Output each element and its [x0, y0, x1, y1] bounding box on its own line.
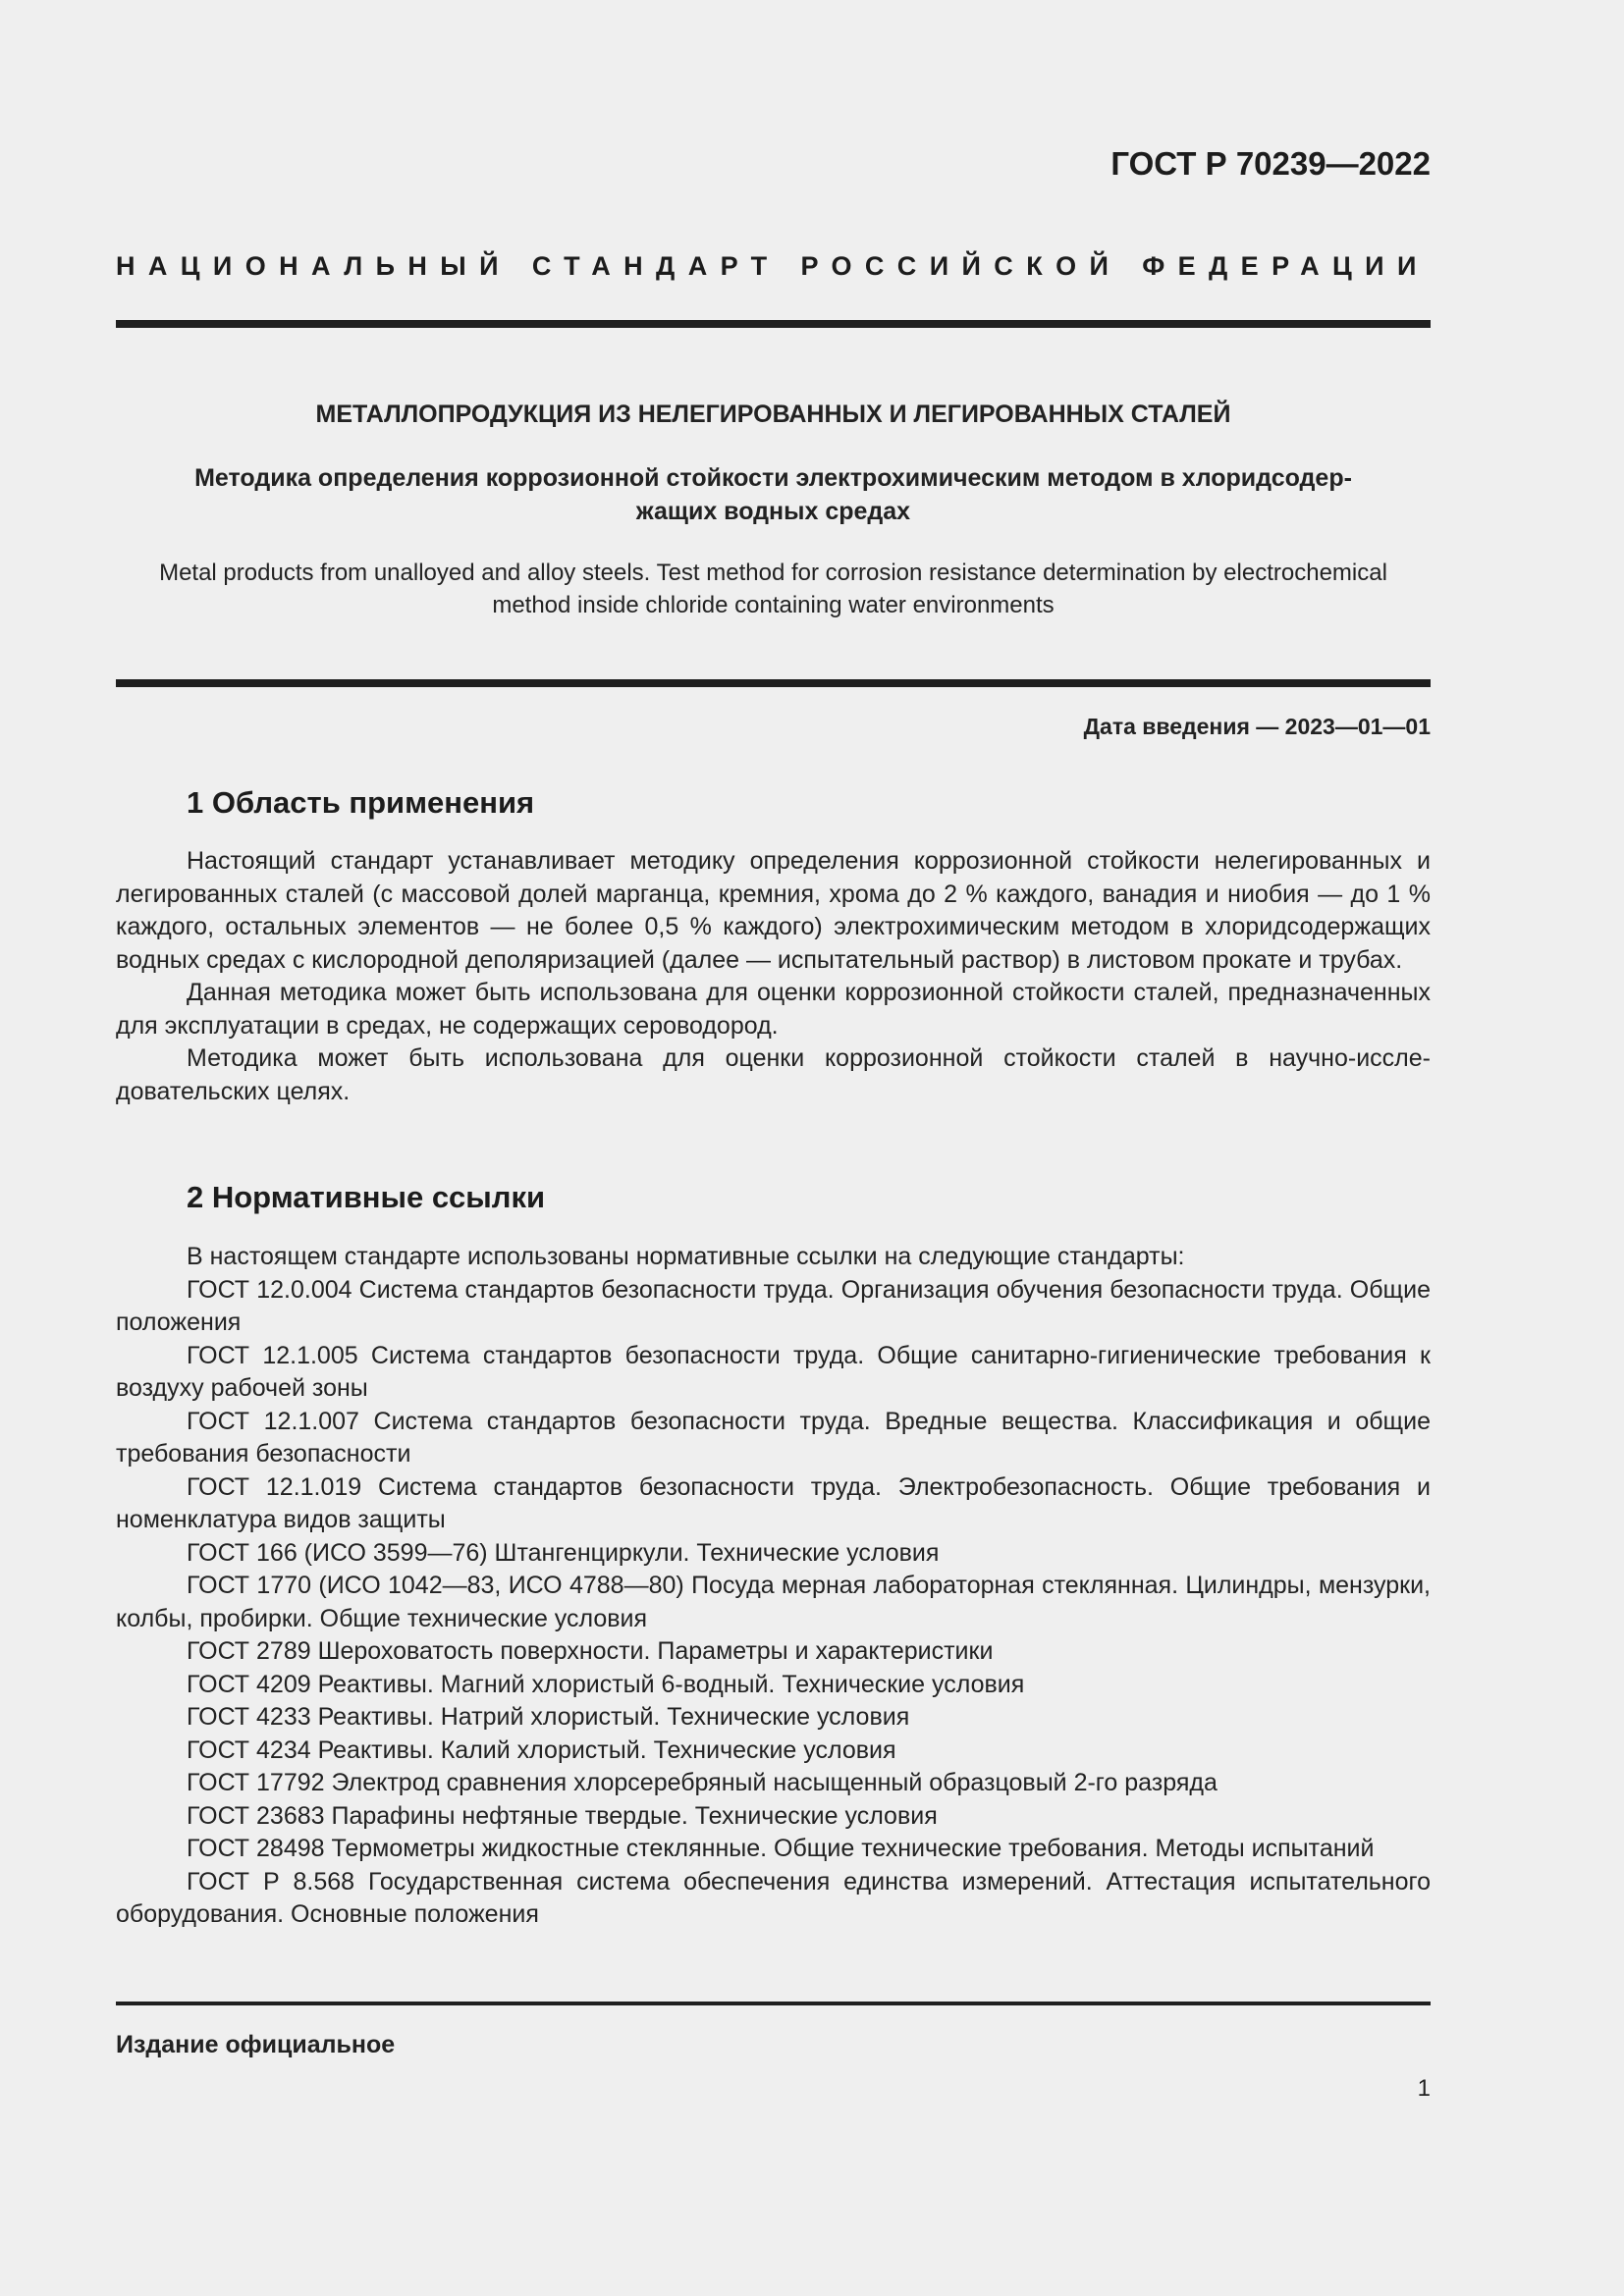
section-1-body [116, 845, 1431, 1108]
section-2-heading: 2 Нормативные ссылки [187, 1180, 546, 1214]
reference-item: ГОСТ 28498 Термометры жидкостные стеклянные. Общие технические требования. Методы испытаний [187, 1835, 1375, 1862]
reference-item: ГОСТ 1770 (ИСО 1042—83, ИСО 4788—80) Посуда мерная лабораторная стеклянная. Цилиндры, мензурки, колбы, пробирки. Общие технические условия [116, 1572, 1431, 1632]
reference-item: ГОСТ 166 (ИСО 3599—76) Штангенциркули. Технические условия [187, 1538, 940, 1567]
reference-item: ГОСТ 12.1.019 Система стандартов безопасности труда. Электробезопасность. Общие требования и номенклатура видов защиты [116, 1472, 1431, 1533]
header-divider [116, 320, 1431, 328]
paragraph: Настоящий стандарт устанавливает методику определения коррозионной стойкости нелегированных и легированных сталей (с массовой долей марганца, кремния, хрома до 2 % каждого, ванадия и ниобия — до 1 % каждого, остальных элементов — не более 0,5 % каждого) электрохимическим методом в хлоридсодержащих водных средах с кислородной деполяризацией (далее — испытательный раствор) в листовом прокате и трубах. [116, 847, 1431, 974]
paragraph: Данная методика может быть использована для оценки коррозионной стойкости сталей, предназначенных для эксплуатации в средах, не содержащих сероводород. [116, 979, 1431, 1040]
reference-item: ГОСТ 4209 Реактивы. Магний хлористый 6-водный. Технические условия [187, 1670, 1025, 1698]
document-number: ГОСТ Р 70239—2022 [1110, 145, 1431, 182]
official-edition-label: Издание официальное [116, 2031, 396, 2058]
national-standard-banner: НАЦИОНАЛЬНЫЙ СТАНДАРТ РОССИЙСКОЙ ФЕДЕРАЦИИ [116, 251, 1430, 281]
subtitle-line-2: жащих водных средах [635, 498, 911, 525]
paragraph: В настоящем стандарте использованы нормативные ссылки на следующие стандарты: [187, 1243, 1185, 1270]
reference-item: ГОСТ 12.1.005 Система стандартов безопасности труда. Общие санитарно-гигиенические требования к воздуху рабочей зоны [116, 1341, 1431, 1402]
footer-divider [116, 2002, 1431, 2005]
page-number: 1 [1417, 2075, 1431, 2102]
section-2-body [116, 1241, 1431, 1932]
reference-item: ГОСТ 2789 Шероховатость поверхности. Параметры и характеристики [187, 1637, 994, 1665]
title-divider [116, 679, 1431, 687]
english-title-line-1: Metal products from unalloyed and alloy steels. Test method for corrosion resistance determination by electrochemical [159, 560, 1387, 586]
reference-item: ГОСТ 4233 Реактивы. Натрий хлористый. Технические условия [187, 1703, 910, 1731]
subtitle-line-1: Методика определения коррозионной стойкости электрохимическим методом в хлоридсодер- [194, 464, 1352, 492]
reference-item: ГОСТ 12.0.004 Система стандартов безопасности труда. Организация обучения безопасности труда. Общие положения [116, 1275, 1431, 1336]
reference-item: ГОСТ 23683 Парафины нефтяные твердые. Технические условия [187, 1801, 938, 1830]
document-title: МЕТАЛЛОПРОДУКЦИЯ ИЗ НЕЛЕГИРОВАННЫХ И ЛЕГИРОВАННЫХ СТАЛЕЙ [315, 400, 1231, 428]
section-1-heading: 1 Область применения [187, 785, 535, 820]
reference-item: ГОСТ 17792 Электрод сравнения хлорсеребряный насыщенный образцовый 2-го разряда [187, 1769, 1218, 1796]
reference-item: ГОСТ 4234 Реактивы. Калий хлористый. Технические условия [187, 1735, 896, 1764]
paragraph: Методика может быть использована для оценки коррозионной стойкости сталей в научно-исследовательских целях. [116, 1044, 1431, 1105]
english-title-line-2: method inside chloride containing water environments [492, 592, 1055, 618]
introduction-date: Дата введения — 2023—01—01 [1083, 714, 1431, 739]
document-subtitle [116, 461, 1431, 528]
reference-item: ГОСТ Р 8.568 Государственная система обеспечения единства измерений. Аттестация испытательного оборудования. Основные положения [116, 1867, 1431, 1928]
english-title [116, 557, 1431, 621]
reference-item: ГОСТ 12.1.007 Система стандартов безопасности труда. Вредные вещества. Классификация и общие требования безопасности [116, 1407, 1431, 1468]
